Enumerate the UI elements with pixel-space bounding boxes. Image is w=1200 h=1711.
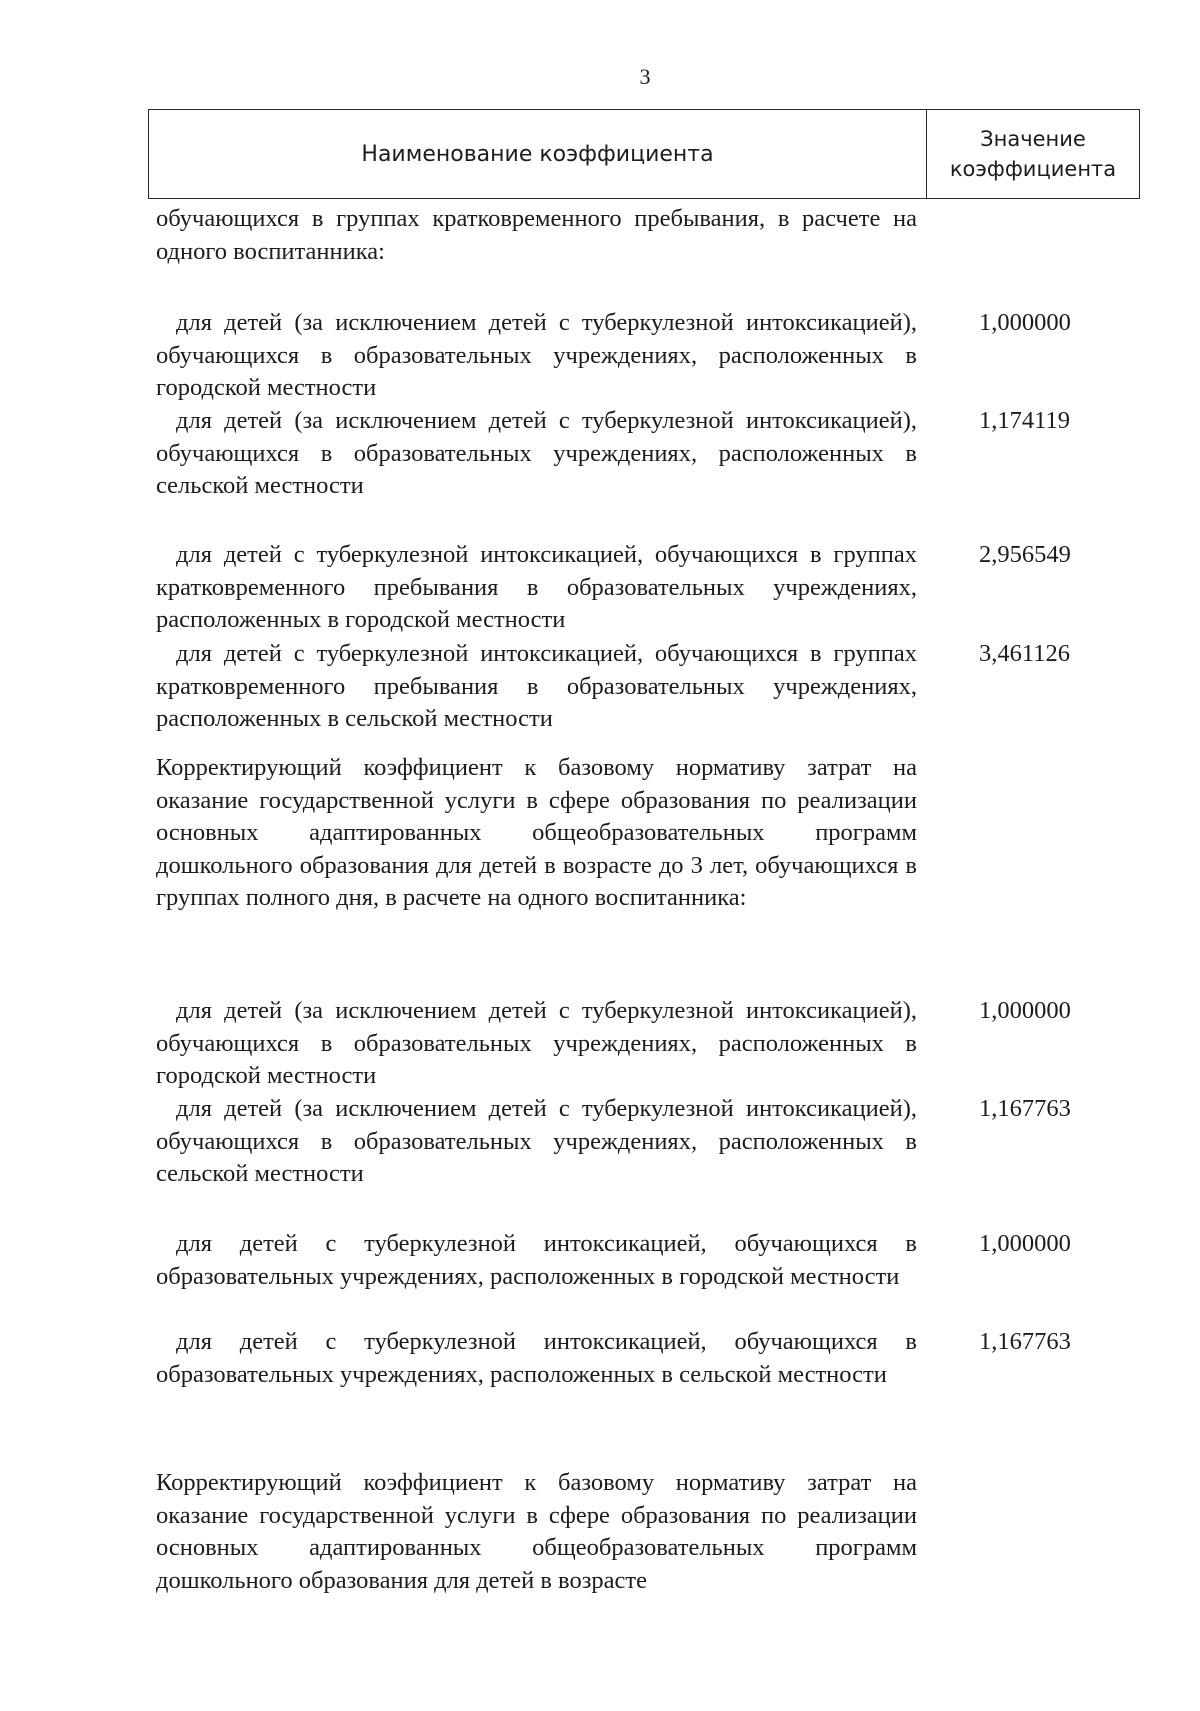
row-value: 1,167763 — [979, 1328, 1071, 1355]
row-value: 3,461126 — [979, 640, 1070, 667]
table-row — [156, 405, 1156, 503]
row-text: для детей (за исключением детей с туберкулезной интоксикацией), обучающихся в образовательных учреждениях, расположенных в городской местности — [156, 997, 917, 1089]
table-row — [156, 307, 1156, 405]
table-row — [156, 752, 1156, 915]
header-value-line1: Значение — [980, 127, 1086, 151]
row-text: для детей с туберкулезной интоксикацией, обучающихся в группах кратковременного пребывания в образовательных учреждениях, расположенных в городской местности — [156, 541, 917, 633]
row-text: Корректирующий коэффициент к базовому нормативу затрат на оказание государственной услуги в сфере образования по реализации основных адаптированных общеобразовательных программ дошкольного образования для детей в возрасте до 3 лет, обучающихся в группах полного дня, в расчете на одного воспитанника: — [156, 754, 917, 911]
page-number: 3 — [639, 64, 651, 89]
row-value: 1,174119 — [979, 407, 1070, 434]
header-value-column — [927, 110, 1139, 198]
row-value: 1,000000 — [979, 1230, 1071, 1257]
table-row — [156, 1228, 1156, 1293]
table-row — [156, 1467, 1156, 1597]
table-header — [148, 109, 1140, 199]
row-value: 1,000000 — [979, 997, 1071, 1024]
row-text: для детей (за исключением детей с туберкулезной интоксикацией), обучающихся в образовательных учреждениях, расположенных в сельской местности — [156, 1095, 917, 1187]
row-text: для детей (за исключением детей с туберкулезной интоксикацией), обучающихся в образовательных учреждениях, расположенных в городской местности — [156, 309, 917, 401]
row-text: для детей с туберкулезной интоксикацией, обучающихся в образовательных учреждениях, расположенных в сельской местности — [156, 1328, 917, 1388]
header-value-line2: коэффициента — [949, 157, 1117, 181]
row-value: 1,000000 — [979, 309, 1071, 336]
table-row — [156, 995, 1156, 1093]
table-row — [156, 539, 1156, 637]
row-text: для детей (за исключением детей с туберкулезной интоксикацией), обучающихся в образовательных учреждениях, расположенных в сельской местности — [156, 407, 917, 499]
table-row — [156, 1093, 1156, 1191]
table-row — [156, 203, 1156, 268]
row-text: для детей с туберкулезной интоксикацией, обучающихся в группах кратковременного пребывания в образовательных учреждениях, расположенных в сельской местности — [156, 640, 917, 732]
row-value: 2,956549 — [979, 541, 1071, 568]
row-value: 1,167763 — [979, 1095, 1071, 1122]
table-row — [156, 1326, 1156, 1391]
row-text: для детей с туберкулезной интоксикацией, обучающихся в образовательных учреждениях, расположенных в городской местности — [156, 1230, 917, 1290]
header-name-column: Наименование коэффициента — [361, 141, 714, 167]
row-text: обучающихся в группах кратковременного пребывания, в расчете на одного воспитанника: — [156, 205, 917, 265]
row-text: Корректирующий коэффициент к базовому нормативу затрат на оказание государственной услуги в сфере образования по реализации основных адаптированных общеобразовательных программ дошкольного образования для детей в возрасте — [156, 1469, 917, 1594]
table-row — [156, 638, 1156, 736]
